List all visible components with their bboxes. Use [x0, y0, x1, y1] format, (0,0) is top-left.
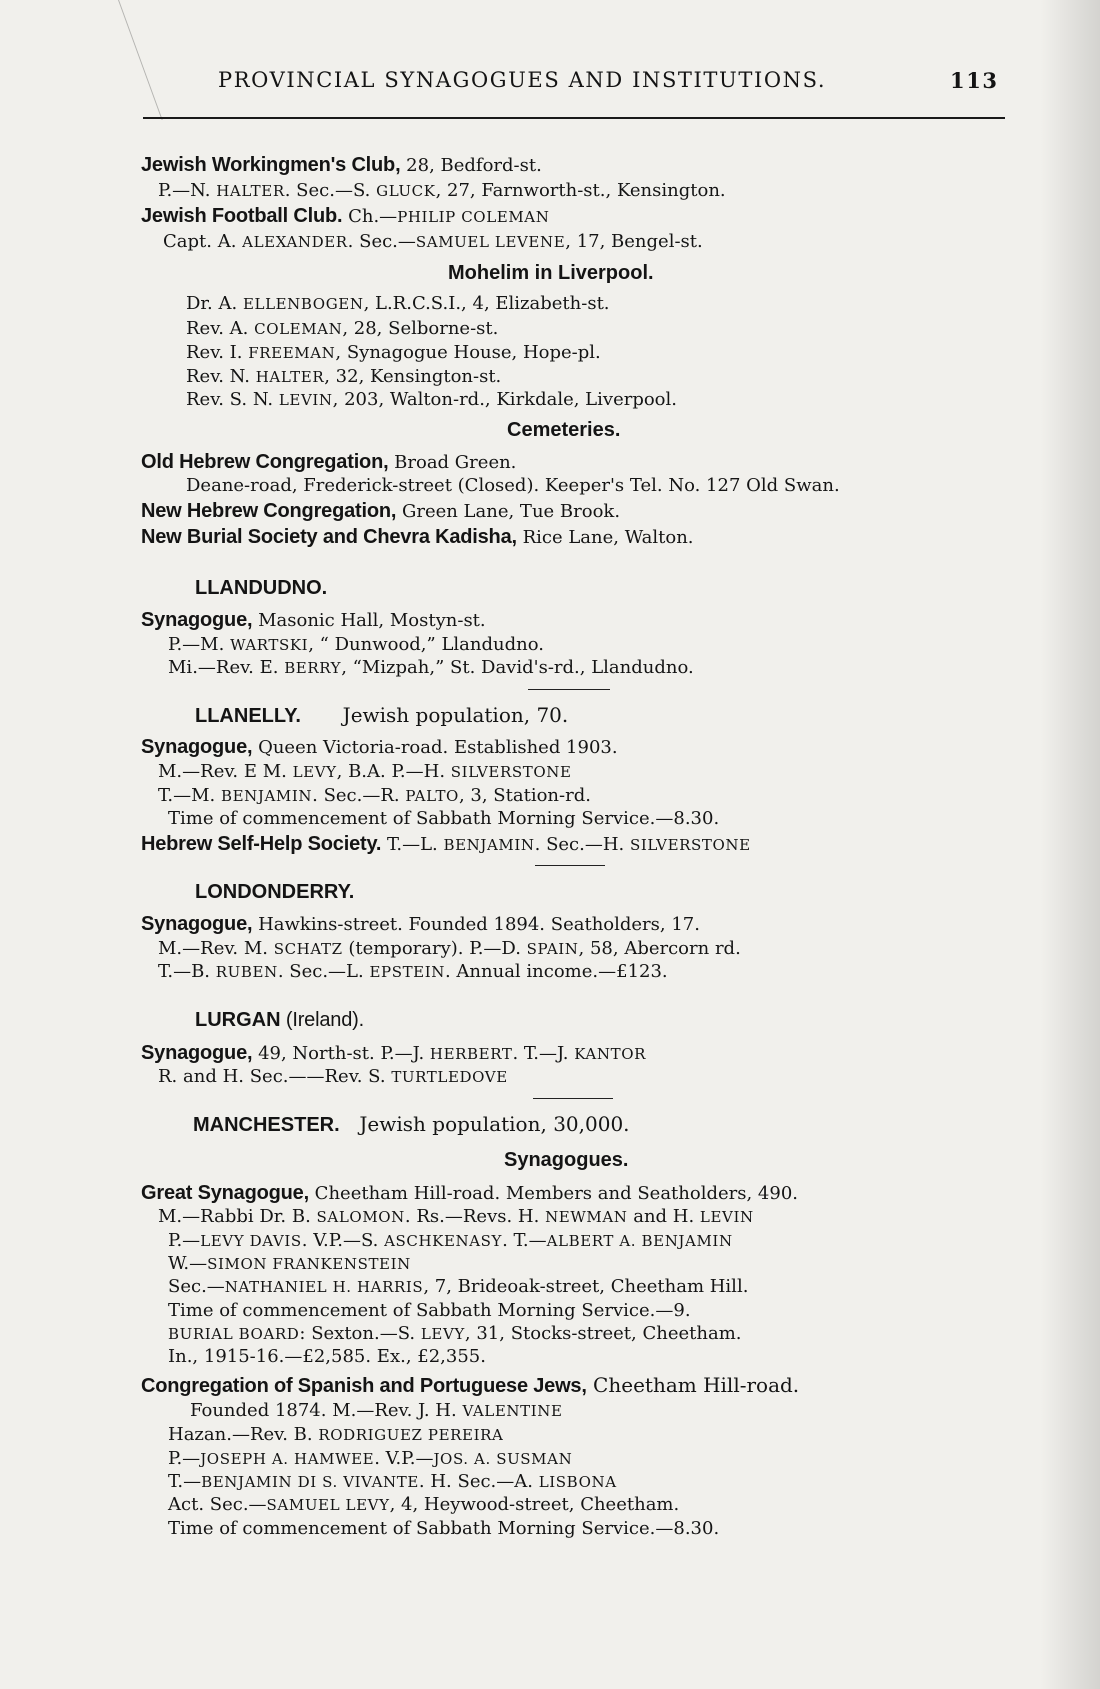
person-name: VALENTINE: [462, 1402, 563, 1420]
text: , Synagogue House, Hope-pl.: [335, 342, 601, 363]
text: T.—B.: [158, 961, 216, 982]
entry-football-club: [141, 206, 549, 226]
text: Dr. A.: [186, 293, 243, 314]
org-address: 28, Bedford-st.: [400, 155, 542, 176]
text: . H. Sec.—A.: [418, 1471, 539, 1492]
entry-detail: [168, 1278, 748, 1296]
text: , 3, Station-rd.: [458, 785, 591, 806]
text: , B.A. P.—H.: [336, 761, 451, 782]
separator-dash: [528, 689, 610, 690]
list-item: [186, 295, 610, 313]
entry-detail: [168, 1232, 733, 1250]
board-name: BURIAL BOARD: [168, 1325, 300, 1343]
text: P.—: [168, 1448, 201, 1469]
person-name: LEVY: [420, 1325, 465, 1343]
text: . Sec.—L.: [277, 961, 370, 982]
town-name: LURGAN: [195, 1009, 281, 1031]
entry-llandudno-synagogue: [141, 610, 486, 630]
text: Act. Sec.—: [168, 1494, 267, 1515]
entry-great-synagogue: [141, 1183, 798, 1203]
text: Masonic Hall, Mostyn-st.: [252, 610, 486, 631]
text: . T.—J.: [512, 1043, 575, 1064]
text: . V.P.—: [374, 1448, 434, 1469]
text: , 31, Stocks-street, Cheetham.: [464, 1323, 742, 1344]
person-name: JOSEPH A. HAMWEE: [200, 1450, 375, 1468]
org-name: Great Synagogue,: [141, 1182, 309, 1204]
person-name: SPAIN: [526, 940, 579, 958]
text: , 28, Selborne-st.: [342, 318, 499, 339]
page-crease: [118, 0, 233, 120]
entry-detail: [168, 636, 544, 654]
text: R. and H. Sec.——Rev. S.: [158, 1066, 392, 1087]
person-name: NATHANIEL H. HARRIS: [224, 1278, 424, 1296]
person-name: BENJAMIN DI S. VIVANTE: [201, 1473, 419, 1491]
population: Jewish population, 30,000.: [359, 1112, 630, 1136]
org-name: Synagogue,: [141, 913, 253, 935]
text: M.—Rabbi Dr. B.: [158, 1206, 317, 1227]
entry-detail: [168, 1450, 572, 1468]
text: Green Lane, Tue Brook.: [396, 501, 621, 522]
town-heading-llandudno: LLANDUDNO.: [195, 577, 328, 599]
person-name: SAMUEL LEVENE: [415, 233, 566, 251]
text: , 4, Heywood-street, Cheetham.: [389, 1494, 680, 1515]
entry-detail: Deane-road, Frederick-street (Closed). Keeper's Tel. No. 127 Old Swan.: [186, 475, 840, 496]
separator-dash: [535, 865, 605, 866]
text: , 32, Kensington-st.: [324, 366, 502, 387]
list-item: [186, 368, 501, 386]
person-name: HALTER: [216, 182, 285, 200]
person-name: BENJAMIN: [443, 836, 535, 854]
text: Hawkins-street. Founded 1894. Seatholders, 17.: [252, 914, 700, 935]
entry-detail: [190, 1402, 563, 1420]
person-name: LEVIN: [278, 391, 333, 409]
page-edge-shadow: [1040, 0, 1100, 1689]
entry-londonderry-synagogue: [141, 914, 700, 934]
person-name: HERBERT: [429, 1045, 513, 1063]
person-name: SCHATZ: [273, 940, 343, 958]
text: T.—: [168, 1471, 202, 1492]
text: Rev. N.: [186, 366, 256, 387]
person-name: COLEMAN: [254, 320, 343, 338]
org-name: Jewish Football Club.: [141, 205, 343, 227]
header-title: PROVINCIAL SYNAGOGUES AND INSTITUTIONS.: [218, 68, 827, 92]
org-name: Synagogue,: [141, 1042, 253, 1064]
service-time: Time of commencement of Sabbath Morning Service.—8.30.: [168, 1518, 720, 1539]
entry-old-hebrew: [141, 452, 516, 472]
person-name: LEVY DAVIS: [200, 1232, 302, 1250]
text: Mi.—Rev. E.: [168, 657, 285, 678]
text: P.—M.: [168, 634, 231, 655]
person-name: ASCHKENASY: [384, 1232, 503, 1250]
text: P.—N.: [158, 180, 217, 201]
entry-detail: [158, 763, 572, 781]
person-name: PHILIP COLEMAN: [397, 208, 550, 226]
person-name: BENJAMIN: [220, 787, 313, 805]
entry-detail: [168, 1255, 411, 1273]
person-name: SILVERSTONE: [630, 836, 751, 854]
person-name: ELLENBOGEN: [242, 295, 364, 313]
org-name: Old Hebrew Congregation,: [141, 451, 389, 473]
person-name: LISBONA: [538, 1473, 617, 1491]
entry-detail: [158, 940, 741, 958]
person-name: SILVERSTONE: [450, 763, 572, 781]
entry-detail: [168, 1325, 741, 1343]
service-time: Time of commencement of Sabbath Morning Service.—9.: [168, 1300, 691, 1321]
entry-self-help-society: [141, 834, 751, 854]
town-note: (Ireland).: [280, 1009, 364, 1031]
entry-lurgan-synagogue: [141, 1043, 646, 1063]
text: : Sexton.—S.: [299, 1323, 421, 1344]
text: Hazan.—Rev. B.: [168, 1424, 319, 1445]
entry-detail: [158, 787, 591, 805]
entry-spanish-portuguese: [141, 1375, 799, 1396]
service-time: Time of commencement of Sabbath Morning Service.—8.30.: [168, 808, 720, 829]
list-item: [186, 320, 498, 338]
town-heading-lurgan: [195, 1010, 364, 1030]
text: Cheetham Hill-road. Members and Seatholders, 490.: [308, 1183, 799, 1204]
entry-detail: [168, 659, 694, 677]
text: T.—L.: [381, 834, 444, 855]
person-name: FREEMAN: [248, 344, 336, 362]
text: M.—Rev. M.: [158, 938, 274, 959]
person-name: PALTO: [405, 787, 459, 805]
org-name: Jewish Workingmen's Club,: [141, 154, 401, 176]
town-heading-londonderry: LONDONDERRY.: [195, 881, 355, 903]
text: Rev. S. N.: [186, 389, 279, 410]
person-name: SIMON FRANKENSTEIN: [207, 1255, 411, 1273]
entry-detail: [168, 1496, 679, 1514]
person-name: RODRIGUEZ PEREIRA: [318, 1426, 504, 1444]
person-name: LEVIN: [699, 1208, 754, 1226]
entry-detail: [168, 1473, 617, 1491]
population: Jewish population, 70.: [342, 703, 569, 727]
person-name: ALBERT A. BENJAMIN: [546, 1232, 733, 1250]
text: , 203, Walton-rd., Kirkdale, Liverpool.: [332, 389, 677, 410]
text: Rice Lane, Walton.: [516, 527, 694, 548]
text: T.—M.: [158, 785, 221, 806]
text: P.—: [168, 1230, 201, 1251]
person-name: KANTOR: [574, 1045, 646, 1063]
text: . Sec.—R.: [312, 785, 406, 806]
entry-llanelly-synagogue: [141, 737, 618, 757]
text: . Sec.—S.: [284, 180, 377, 201]
text: W.—: [168, 1253, 208, 1274]
person-name: SAMUEL LEVY: [266, 1496, 390, 1514]
text: Rev. I.: [186, 342, 249, 363]
person-name: JOS. A. SUSMAN: [433, 1450, 573, 1468]
text: Cheetham Hill-road.: [586, 1373, 800, 1397]
entry-detail: [163, 233, 703, 251]
text: (temporary). P.—D.: [342, 938, 527, 959]
person-name: SALOMON: [316, 1208, 405, 1226]
entry-detail: [158, 1068, 508, 1086]
org-name: Synagogue,: [141, 736, 253, 758]
text: , 58, Abercorn rd.: [578, 938, 741, 959]
text: and H.: [627, 1206, 700, 1227]
text: Rev. A.: [186, 318, 255, 339]
person-name: EPSTEIN: [369, 963, 445, 981]
text: Capt. A.: [163, 231, 243, 252]
list-item: [186, 344, 601, 362]
org-name: Hebrew Self-Help Society.: [141, 833, 382, 855]
town-heading-llanelly: [195, 705, 568, 726]
person-name: ALEXANDER: [242, 233, 348, 251]
town-name: MANCHESTER.: [193, 1114, 340, 1136]
person-name: WARTSKI: [230, 636, 309, 654]
list-item: [186, 391, 677, 409]
separator-dash: [533, 1098, 613, 1099]
org-name: Synagogue,: [141, 609, 253, 631]
text: , 17, Bengel-st.: [565, 231, 703, 252]
person-name: TURTLEDOVE: [391, 1068, 508, 1086]
text: , “ Dunwood,” Llandudno.: [308, 634, 544, 655]
town-name: LLANELLY.: [195, 705, 301, 727]
text: , 7, Brideoak-street, Cheetham Hill.: [423, 1276, 749, 1297]
text: , 27, Farnworth-st., Kensington.: [435, 180, 726, 201]
text: . V.P.—S.: [301, 1230, 385, 1251]
person-name: RUBEN: [215, 963, 278, 981]
entry-detail: [158, 963, 668, 981]
text: . Annual income.—£123.: [444, 961, 668, 982]
income-line: In., 1915-16.—£2,585. Ex., £2,355.: [168, 1346, 486, 1367]
text: M.—Rev. E M.: [158, 761, 293, 782]
org-name: Congregation of Spanish and Portuguese Jews,: [141, 1375, 587, 1397]
text: Founded 1874. M.—Rev. J. H.: [190, 1400, 463, 1421]
person-name: LEVY: [292, 763, 337, 781]
header-rule: [143, 117, 1005, 119]
person-name: NEWMAN: [545, 1208, 628, 1226]
section-heading-synagogues: Synagogues.: [504, 1149, 629, 1171]
person-name: GLUCK: [376, 182, 436, 200]
entry-new-hebrew: [141, 501, 620, 521]
org-name: New Burial Society and Chevra Kadisha,: [141, 526, 517, 548]
text: . T.—: [502, 1230, 547, 1251]
entry-detail: [158, 182, 726, 200]
text: 49, North-st. P.—J.: [252, 1043, 430, 1064]
entry-detail: [168, 1426, 503, 1444]
person-name: BERRY: [284, 659, 342, 677]
page-number: 113: [950, 68, 999, 93]
text: Queen Victoria-road. Established 1903.: [252, 737, 618, 758]
section-heading-cemeteries: Cemeteries.: [507, 419, 621, 441]
text: . Rs.—Revs. H.: [404, 1206, 546, 1227]
person-name: HALTER: [255, 368, 325, 386]
text: , “Mizpah,” St. David's-rd., Llandudno.: [341, 657, 694, 678]
section-heading-mohelim: Mohelim in Liverpool.: [448, 262, 654, 284]
text: Sec.—: [168, 1276, 225, 1297]
text: Broad Green.: [388, 452, 517, 473]
org-name: New Hebrew Congregation,: [141, 500, 397, 522]
town-heading-manchester: [193, 1114, 630, 1135]
text: Ch.—: [342, 206, 398, 227]
text: . Sec.—: [347, 231, 416, 252]
entry-burial-society: [141, 527, 694, 547]
text: . Sec.—H.: [534, 834, 630, 855]
text: , L.R.C.S.I., 4, Elizabeth-st.: [363, 293, 610, 314]
entry-detail: [158, 1208, 754, 1226]
entry-workingmens-club: [141, 155, 542, 175]
